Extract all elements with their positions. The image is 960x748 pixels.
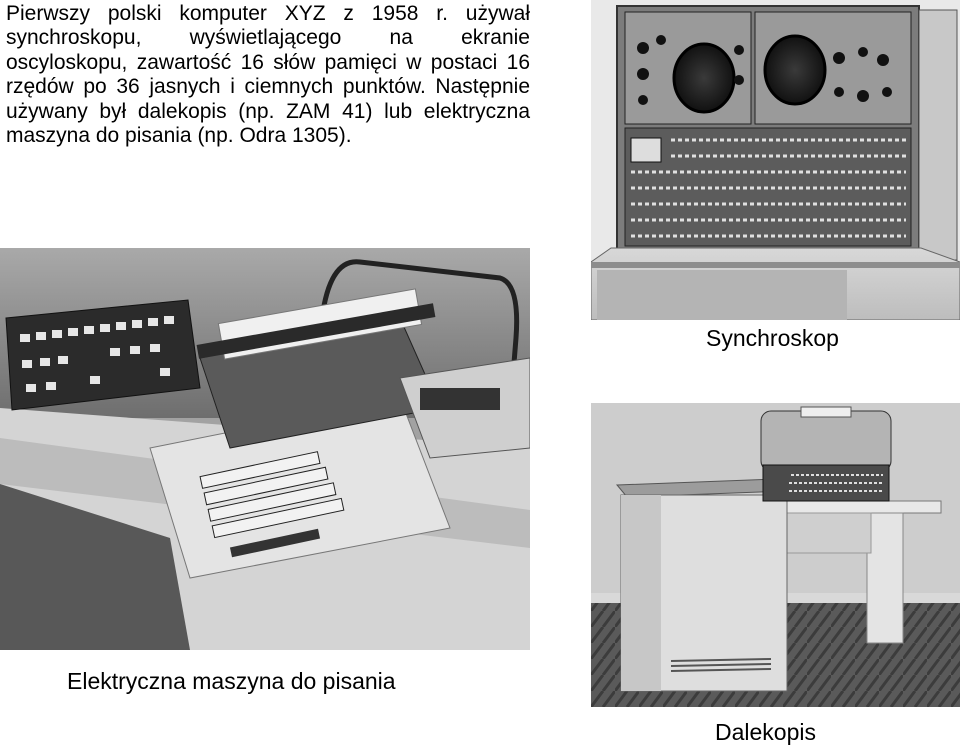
teleprinter-caption: Dalekopis xyxy=(715,719,816,745)
typewriter-caption: Elektryczna maszyna do pisania xyxy=(67,668,396,694)
teleprinter-illustration xyxy=(591,403,960,707)
synchroscope-illustration xyxy=(591,0,960,320)
intro-paragraph: Pierwszy polski komputer XYZ z 1958 r. używał synchroskopu, wyświetlającego na ekranie oscyloskopu, zawartość 16 słów pamięci w postaci 16 rzędów po 36 jasnych i ciemnych punktów. Następnie używany był dalekopis (np. ZAM 41) lub elektryczna maszyna do pisania (np. Odra 1305). xyxy=(6,2,530,148)
teleprinter-photo xyxy=(591,403,960,707)
synchroscope-caption: Synchroskop xyxy=(706,325,839,351)
electric-typewriter-illustration xyxy=(0,248,530,650)
electric-typewriter-photo xyxy=(0,248,530,650)
synchroscope-photo xyxy=(591,0,960,320)
